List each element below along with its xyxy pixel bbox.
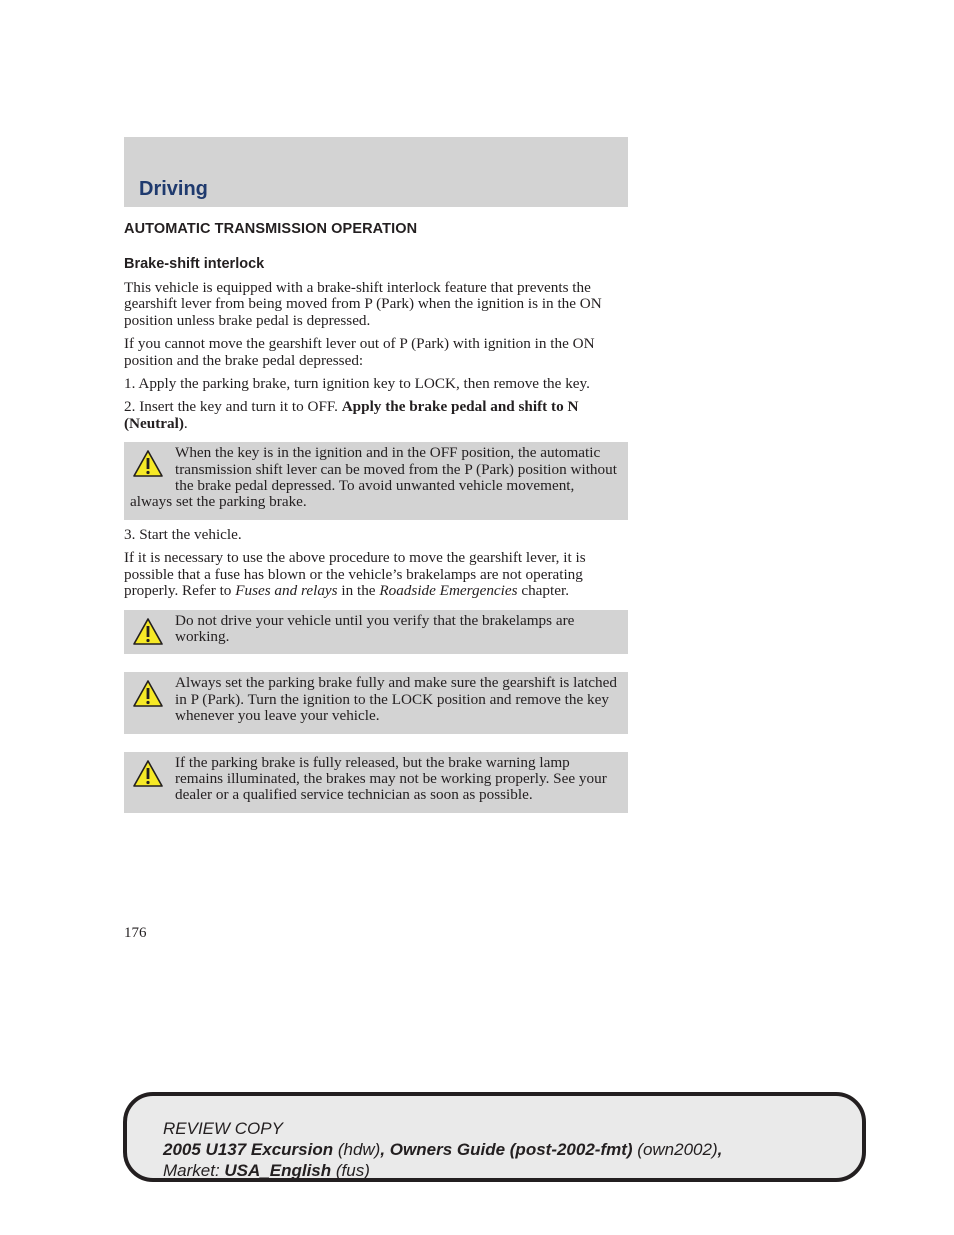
footer-market-label: Market: bbox=[163, 1161, 225, 1180]
step-1: 1. Apply the parking brake, turn ignition key to LOCK, then remove the key. bbox=[124, 375, 590, 393]
step-2-end: . bbox=[183, 414, 188, 432]
warning-box-1 bbox=[124, 442, 628, 520]
warning-triangle-icon bbox=[132, 759, 164, 789]
footer-market-code: (fus) bbox=[331, 1161, 370, 1180]
warning-text-1: When the key is in the ignition and in the OFF position, the automatic transmission shift lever can be moved from the P (Park) position without the brake pedal depressed. To avoid unwanted vehicle movement, always set the parking brake. bbox=[130, 444, 617, 511]
step-2-text: 2. Insert the key and turn it to OFF. bbox=[124, 398, 342, 416]
footer-market-line bbox=[163, 1160, 722, 1181]
footer-sep-2: , bbox=[717, 1140, 723, 1159]
step-3: 3. Start the vehicle. bbox=[124, 525, 242, 543]
warning-box-3 bbox=[124, 672, 628, 733]
page-number: 176 bbox=[124, 925, 147, 941]
warning-box-2 bbox=[124, 610, 628, 655]
review-copy-footer bbox=[123, 1092, 866, 1182]
footer-guide-code: (own2002) bbox=[632, 1140, 718, 1159]
fuse-text-b: in the bbox=[337, 582, 380, 600]
warning-triangle-icon bbox=[132, 679, 164, 709]
warning-triangle-icon bbox=[132, 617, 164, 647]
warning-text-3: Always set the parking brake fully and make sure the gearshift is latched in P (Park). Turn the ignition to the LOCK position and remove the key whenever you leave your vehicle. bbox=[175, 674, 617, 725]
page-content bbox=[124, 220, 628, 813]
paragraph-fuse bbox=[124, 550, 628, 599]
footer-sep-1: , bbox=[380, 1140, 390, 1159]
footer-text bbox=[163, 1118, 722, 1181]
footer-model-code: (hdw) bbox=[333, 1140, 381, 1159]
step-2 bbox=[124, 399, 628, 432]
section-header-bar bbox=[124, 137, 628, 207]
paragraph-intro: This vehicle is equipped with a brake-shift interlock feature that prevents the gearshift lever from being moved from P (Park) when the ignition is in the ON position unless brake pedal is depressed. bbox=[124, 279, 602, 329]
warning-box-4 bbox=[124, 752, 628, 813]
footer-market: USA_English bbox=[224, 1161, 332, 1180]
footer-guide: Owners Guide (post-2002-fmt) bbox=[389, 1140, 633, 1159]
section-title: Driving bbox=[139, 178, 208, 200]
footer-model-line bbox=[163, 1139, 722, 1160]
paragraph-condition: If you cannot move the gearshift lever out of P (Park) with ignition in the ON position and the brake pedal depressed: bbox=[124, 335, 595, 369]
fuse-text-c: chapter. bbox=[517, 582, 569, 600]
fuse-link-roadside: Roadside Emergencies bbox=[379, 582, 518, 600]
fuse-text-a: If it is necessary to use the above procedure to move the gearshift lever, it is possible that a fuse has blown or the vehicle’s brakelamps are not operating properly. Refer to bbox=[124, 549, 586, 600]
warning-text-2: Do not drive your vehicle until you verify that the brakelamps are working. bbox=[175, 611, 575, 645]
warning-text-4: If the parking brake is fully released, but the brake warning lamp remains illuminated, the brakes may not be working properly. See your dealer or a qualified service technician as soon as possible. bbox=[175, 753, 607, 804]
fuse-link-fuses: Fuses and relays bbox=[235, 582, 338, 600]
footer-review-copy: REVIEW COPY bbox=[163, 1119, 283, 1138]
section-heading: AUTOMATIC TRANSMISSION OPERATION bbox=[124, 221, 418, 237]
subsection-heading: Brake-shift interlock bbox=[124, 256, 265, 272]
footer-model: 2005 U137 Excursion bbox=[163, 1140, 334, 1159]
step-2-bold: Apply the brake pedal and shift to N (Neutral) bbox=[124, 398, 579, 432]
warning-triangle-icon bbox=[132, 449, 164, 479]
